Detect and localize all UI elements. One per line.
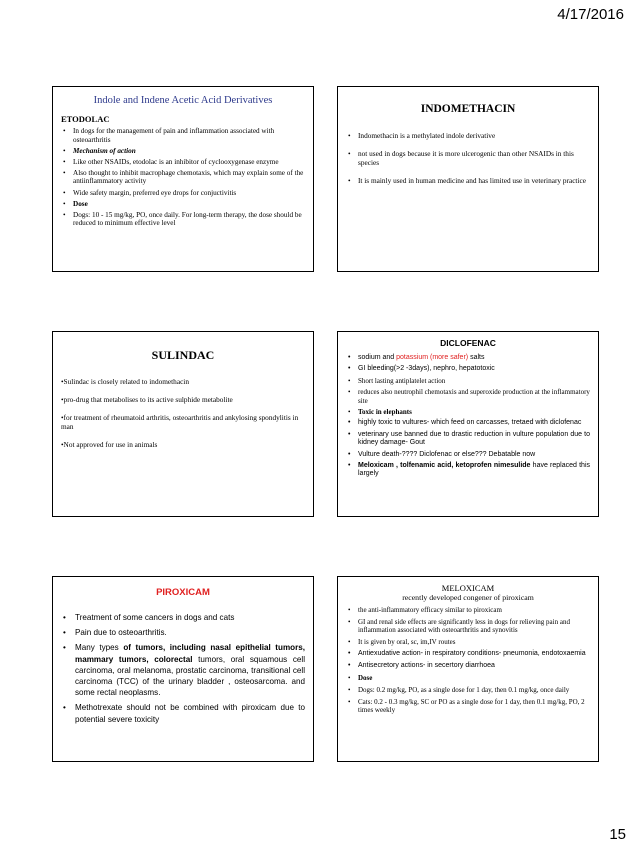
- list-item: • GI bleeding(>2 -3days), nephro, hepatotoxic: [346, 365, 590, 373]
- slide-title: MELOXICAM: [441, 583, 495, 593]
- list-item: • Cats: 0.2 - 0.3 mg/kg, SC or PO as a single dose for 1 day, then 0.1 mg/kg, PO, 2 times weekly: [346, 698, 590, 715]
- slide-title: INDOMETHACIN: [420, 103, 516, 115]
- list-item: • Indomethacin is a methylated indole derivative: [346, 131, 590, 140]
- list-item: • Dogs: 10 - 15 mg/kg, PO, once daily. For long-term therapy, the dose should be reduced to minimum effective level: [61, 211, 305, 228]
- list-item: • In dogs for the management of pain and inflammation associated with osteoarthritis: [61, 127, 305, 144]
- list-item: • It is given by oral, sc, im,IV routes: [346, 638, 590, 646]
- list-item: • Wide safety margin, preferred eye drops for conjuctivitis: [61, 189, 305, 198]
- list-item: • highly toxic to vultures- which feed on carcasses, tretaed with diclofenac: [346, 419, 590, 427]
- paragraph: •Not approved for use in animals: [61, 440, 158, 449]
- slide-meloxicam: [337, 576, 599, 762]
- page-number: 15: [609, 826, 626, 843]
- list-item: • Vulture death-???? Diclofenac or else??? Debatable now: [346, 451, 590, 459]
- list-item: • Short lasting antiplatelet action: [346, 377, 590, 385]
- list-item: • sodium and potassium (more safer) salts: [346, 354, 590, 362]
- slide-subtitle: recently developed congener of piroxicam: [402, 593, 534, 602]
- list-item: • Antisecretory actions- in secertory diarrhoea: [346, 662, 590, 670]
- bullet-list: [346, 354, 590, 479]
- list-item: • Also thought to inhibit macrophage chemotaxis, which may explain some of the antiinflammatory activity: [61, 169, 305, 186]
- list-item: • Many types of tumors, including nasal epithelial tumors, mammary tumors, colorectal tumors, oral squamous cell carcinoma, oral melanoma, prostatic carcinoma, transitional cell carcinoma (TCC) of the urinary bladder , osteosarcoma. and some rectal neoplasms.: [61, 642, 305, 698]
- slide-sulindac: [52, 331, 314, 517]
- bullet-list: [346, 606, 590, 715]
- slide-title: SULINDAC: [151, 348, 215, 362]
- slide-title: Indole and Indene Acetic Acid Derivatives: [93, 95, 273, 106]
- slide-title: PIROXICAM: [156, 587, 210, 598]
- list-item: • Meloxicam , tolfenamic acid, ketoprofen nimesulide have replaced this largely: [346, 462, 590, 479]
- slide-piroxicam: [52, 576, 314, 762]
- list-item: • Treatment of some cancers in dogs and cats: [61, 612, 305, 623]
- list-item: • Methotrexate should not be combined with piroxicam due to potential severe toxicity: [61, 702, 305, 724]
- bullet-list: [346, 131, 590, 185]
- paragraph: •Sulindac is closely related to indomethacin: [61, 377, 189, 386]
- bullet-list: [61, 612, 305, 725]
- list-item: • Mechanism of action: [61, 147, 305, 156]
- slide-subtitle: ETODOLAC: [61, 114, 110, 124]
- list-item: • Dose: [346, 674, 590, 682]
- print-date: 4/17/2016: [557, 6, 624, 23]
- slide-etodolac: [52, 86, 314, 272]
- list-item: • not used in dogs because it is more ulcerogenic than other NSAIDs in this species: [346, 149, 590, 167]
- slide-title: DICLOFENAC: [440, 338, 496, 348]
- list-item: • veterinary use banned due to drastic reduction in vulture population due to kidney damage- Gout: [346, 431, 590, 448]
- list-item: • reduces also neutrophil chemotaxis and superoxide production at the inflammatory site: [346, 388, 590, 405]
- bullet-list: [61, 127, 305, 228]
- list-item: • Dogs: 0.2 mg/kg, PO, as a single dose for 1 day, then 0.1 mg/kg, once daily: [346, 686, 590, 694]
- list-item: • Like other NSAIDs, etodolac is an inhibitor of cyclooxygenase enzyme: [61, 158, 305, 167]
- paragraph: •for treatment of rheumatoid arthritis, osteoarthritis and ankylosing spondylitis in man: [61, 413, 299, 431]
- paragraph: •pro-drug that metabolises to its active sulphide metabolite: [61, 395, 233, 404]
- list-item: • GI and renal side effects are significantly less in dogs for relieving pain and inflammation associated with osteoarthritis and synovitis: [346, 618, 590, 635]
- list-item: • the anti-inflammatory efficacy similar to piroxicam: [346, 606, 590, 614]
- list-item: • Toxic in elephants: [346, 408, 590, 416]
- list-item: • It is mainly used in human medicine and has limited use in veterinary practice: [346, 176, 590, 185]
- list-item: • Antiexudative action- in respiratory conditions- pneumonia, endotoxaemia: [346, 650, 590, 658]
- slide-diclofenac: [337, 331, 599, 517]
- list-item: • Dose: [61, 200, 305, 209]
- list-item: • Pain due to osteoarthritis.: [61, 627, 305, 638]
- slide-indomethacin: [337, 86, 599, 272]
